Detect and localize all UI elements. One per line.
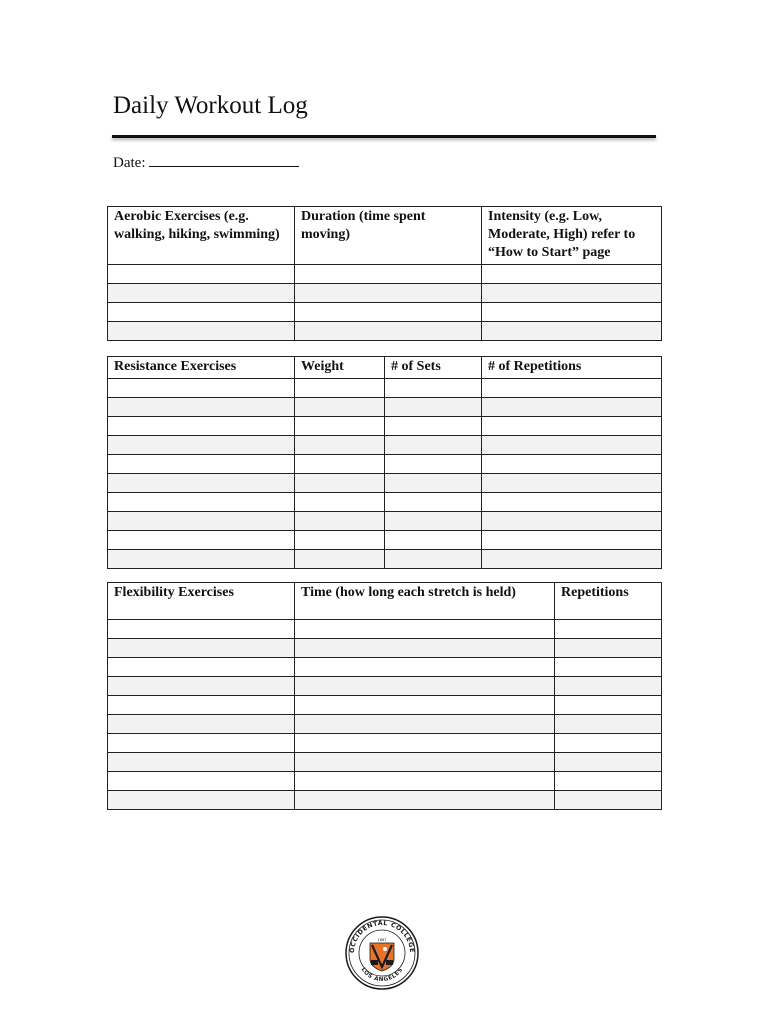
- aerobic-cell[interactable]: [482, 303, 662, 322]
- flexibility-cell[interactable]: [108, 677, 295, 696]
- resistance-cell[interactable]: [108, 455, 295, 474]
- aerobic-row: [108, 322, 662, 341]
- aerobic-row: [108, 303, 662, 322]
- resistance-cell[interactable]: [385, 398, 482, 417]
- resistance-cell[interactable]: [385, 417, 482, 436]
- flexibility-cell[interactable]: [555, 734, 662, 753]
- flexibility-cell[interactable]: [108, 791, 295, 810]
- date-blank-line[interactable]: [149, 152, 299, 167]
- flexibility-cell[interactable]: [555, 753, 662, 772]
- flexibility-cell[interactable]: [555, 658, 662, 677]
- flexibility-cell[interactable]: [295, 658, 555, 677]
- resistance-cell[interactable]: [295, 379, 385, 398]
- flexibility-cell[interactable]: [555, 772, 662, 791]
- resistance-header-exercise: Resistance Exercises: [108, 357, 295, 379]
- resistance-cell[interactable]: [482, 379, 662, 398]
- aerobic-cell[interactable]: [482, 265, 662, 284]
- resistance-cell[interactable]: [295, 512, 385, 531]
- aerobic-cell[interactable]: [482, 284, 662, 303]
- resistance-header-repetitions: # of Repetitions: [482, 357, 662, 379]
- resistance-row: [108, 455, 662, 474]
- resistance-row: [108, 474, 662, 493]
- flexibility-row: [108, 639, 662, 658]
- aerobic-row: [108, 265, 662, 284]
- svg-text:LOS ANGELES: LOS ANGELES: [359, 966, 405, 984]
- flexibility-cell[interactable]: [108, 734, 295, 753]
- resistance-cell[interactable]: [482, 550, 662, 569]
- resistance-cell[interactable]: [108, 436, 295, 455]
- flexibility-cell[interactable]: [555, 620, 662, 639]
- flexibility-cell[interactable]: [295, 715, 555, 734]
- flexibility-header-exercise: Flexibility Exercises: [108, 583, 295, 620]
- resistance-cell[interactable]: [482, 455, 662, 474]
- date-label: Date:: [113, 155, 146, 171]
- resistance-cell[interactable]: [295, 436, 385, 455]
- aerobic-cell[interactable]: [108, 322, 295, 341]
- flexibility-row: [108, 734, 662, 753]
- flexibility-cell[interactable]: [295, 772, 555, 791]
- resistance-header-sets: # of Sets: [385, 357, 482, 379]
- flexibility-cell[interactable]: [295, 639, 555, 658]
- flexibility-cell[interactable]: [295, 753, 555, 772]
- resistance-cell[interactable]: [108, 379, 295, 398]
- resistance-row: [108, 398, 662, 417]
- flexibility-row: [108, 791, 662, 810]
- page-title: Daily Workout Log: [113, 92, 308, 119]
- aerobic-row: [108, 284, 662, 303]
- aerobic-cell[interactable]: [108, 265, 295, 284]
- resistance-cell[interactable]: [108, 417, 295, 436]
- flexibility-cell[interactable]: [555, 677, 662, 696]
- aerobic-cell[interactable]: [295, 284, 482, 303]
- flexibility-cell[interactable]: [108, 715, 295, 734]
- date-field: [113, 152, 299, 172]
- resistance-cell[interactable]: [108, 512, 295, 531]
- flexibility-cell[interactable]: [108, 772, 295, 791]
- flexibility-cell[interactable]: [295, 696, 555, 715]
- resistance-cell[interactable]: [482, 474, 662, 493]
- resistance-cell[interactable]: [482, 493, 662, 512]
- resistance-cell[interactable]: [108, 550, 295, 569]
- resistance-cell[interactable]: [295, 455, 385, 474]
- resistance-cell[interactable]: [482, 398, 662, 417]
- resistance-cell[interactable]: [385, 379, 482, 398]
- title-rule: [112, 135, 656, 138]
- resistance-cell[interactable]: [385, 531, 482, 550]
- resistance-cell[interactable]: [295, 531, 385, 550]
- resistance-cell[interactable]: [295, 417, 385, 436]
- aerobic-cell[interactable]: [295, 303, 482, 322]
- resistance-cell[interactable]: [108, 531, 295, 550]
- flexibility-row: [108, 715, 662, 734]
- flexibility-cell[interactable]: [108, 639, 295, 658]
- aerobic-header-intensity: Intensity (e.g. Low, Moderate, High) refer to “How to Start” page: [482, 207, 662, 265]
- flexibility-cell[interactable]: [108, 620, 295, 639]
- resistance-cell[interactable]: [108, 493, 295, 512]
- svg-text:1887: 1887: [377, 938, 387, 942]
- college-seal-logo: [344, 915, 420, 991]
- resistance-row: [108, 493, 662, 512]
- resistance-cell[interactable]: [385, 550, 482, 569]
- aerobic-cell[interactable]: [295, 265, 482, 284]
- resistance-cell[interactable]: [385, 474, 482, 493]
- flexibility-cell[interactable]: [108, 753, 295, 772]
- resistance-cell[interactable]: [295, 398, 385, 417]
- aerobic-cell[interactable]: [482, 322, 662, 341]
- aerobic-cell[interactable]: [108, 284, 295, 303]
- resistance-row: [108, 531, 662, 550]
- flexibility-header-time: Time (how long each stretch is held): [295, 583, 555, 620]
- resistance-cell[interactable]: [295, 474, 385, 493]
- resistance-cell[interactable]: [295, 493, 385, 512]
- resistance-cell[interactable]: [385, 512, 482, 531]
- resistance-cell[interactable]: [482, 512, 662, 531]
- flexibility-header-repetitions: Repetitions: [555, 583, 662, 620]
- svg-text:OCCIDENTAL COLLEGE: OCCIDENTAL COLLEGE: [348, 919, 416, 954]
- resistance-cell[interactable]: [385, 455, 482, 474]
- flexibility-row: [108, 696, 662, 715]
- resistance-cell[interactable]: [108, 398, 295, 417]
- flexibility-cell[interactable]: [555, 639, 662, 658]
- resistance-cell[interactable]: [385, 493, 482, 512]
- flexibility-cell[interactable]: [555, 791, 662, 810]
- aerobic-cell[interactable]: [295, 322, 482, 341]
- resistance-row: [108, 550, 662, 569]
- resistance-row: [108, 379, 662, 398]
- resistance-header-weight: Weight: [295, 357, 385, 379]
- flexibility-row: [108, 772, 662, 791]
- flexibility-row: [108, 753, 662, 772]
- aerobic-header-duration: Duration (time spent moving): [295, 207, 482, 265]
- flexibility-cell[interactable]: [108, 696, 295, 715]
- flexibility-cell[interactable]: [108, 658, 295, 677]
- resistance-cell[interactable]: [482, 531, 662, 550]
- resistance-table: [107, 356, 662, 569]
- resistance-cell[interactable]: [482, 436, 662, 455]
- flexibility-cell[interactable]: [295, 677, 555, 696]
- flexibility-cell[interactable]: [295, 620, 555, 639]
- flexibility-cell[interactable]: [555, 715, 662, 734]
- flexibility-row: [108, 677, 662, 696]
- resistance-cell[interactable]: [385, 436, 482, 455]
- resistance-cell[interactable]: [482, 417, 662, 436]
- aerobic-cell[interactable]: [108, 303, 295, 322]
- flexibility-row: [108, 620, 662, 639]
- aerobic-table: [107, 206, 662, 341]
- flexibility-row: [108, 658, 662, 677]
- flexibility-cell[interactable]: [555, 696, 662, 715]
- flexibility-cell[interactable]: [295, 734, 555, 753]
- resistance-cell[interactable]: [295, 550, 385, 569]
- resistance-row: [108, 512, 662, 531]
- flexibility-table: [107, 582, 662, 810]
- flexibility-cell[interactable]: [295, 791, 555, 810]
- resistance-cell[interactable]: [108, 474, 295, 493]
- resistance-row: [108, 436, 662, 455]
- aerobic-header-exercise: Aerobic Exercises (e.g. walking, hiking, swimming): [108, 207, 295, 265]
- resistance-row: [108, 417, 662, 436]
